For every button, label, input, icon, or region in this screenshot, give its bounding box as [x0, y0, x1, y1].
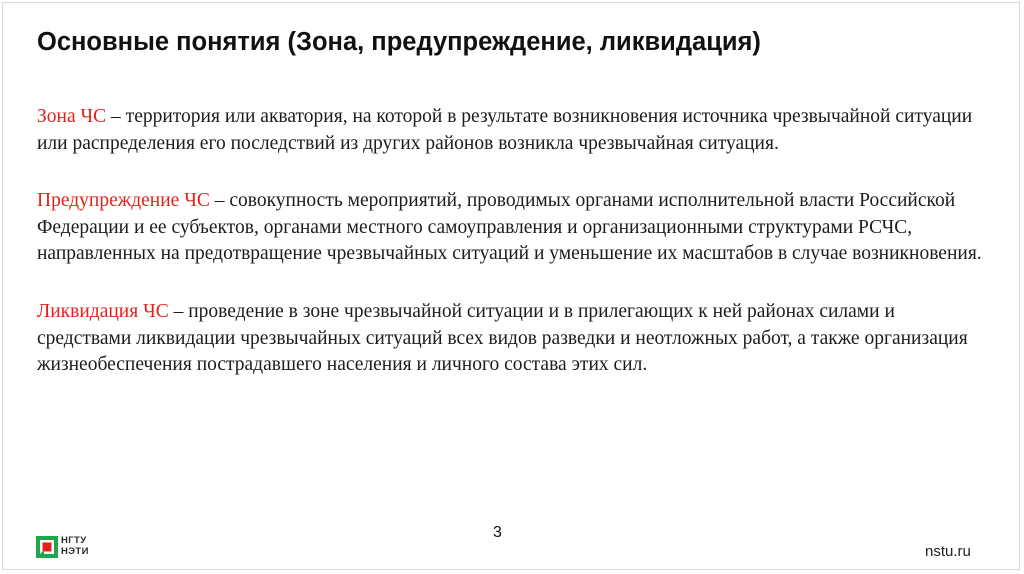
site-url: nstu.ru: [925, 543, 971, 560]
slide-title: Основные понятия (Зона, предупреждение, ликвидация): [37, 28, 761, 56]
definition-term: Предупреждение ЧС: [37, 190, 210, 212]
definition-term: Ликвидация ЧС: [37, 300, 169, 322]
nstu-logo: [36, 536, 108, 560]
nstu-logo-icon: [36, 536, 58, 558]
logo-text: [61, 536, 89, 557]
definition-text: – совокупность мероприятий, проводимых органами исполнительной власти Российской Федерации и ее субъектов, органами местного самоуправления и организационными структурами РСЧС, направленных на предотвращение чрезвычайных ситуаций и уменьшение их масштабов в случае возникновения.: [37, 190, 982, 265]
definition-text: – территория или акватория, на которой в результате возникновения источника чрезвычайной ситуации или распределения его последствий из других районов возникла чрезвычайная ситуация.: [37, 106, 973, 154]
definition-term: Зона ЧС: [37, 106, 107, 127]
definition-text: – проведение в зоне чрезвычайной ситуации и в прилегающих к ней районах силами и средствами ликвидации чрезвычайных ситуаций всех видов разведки и неотложных работ, а также организация жизнеобеспечения пострадавшего населения и личного состава этих сил.: [37, 300, 968, 376]
logo-line-2: НЭТИ: [61, 545, 89, 557]
logo-line-1: НГТУ: [61, 535, 87, 546]
definition-liquidation: [37, 299, 982, 379]
definition-zone: [37, 104, 982, 157]
page-number: 3: [493, 524, 502, 541]
definition-prevention: [37, 188, 982, 268]
definitions-list: [37, 104, 982, 410]
